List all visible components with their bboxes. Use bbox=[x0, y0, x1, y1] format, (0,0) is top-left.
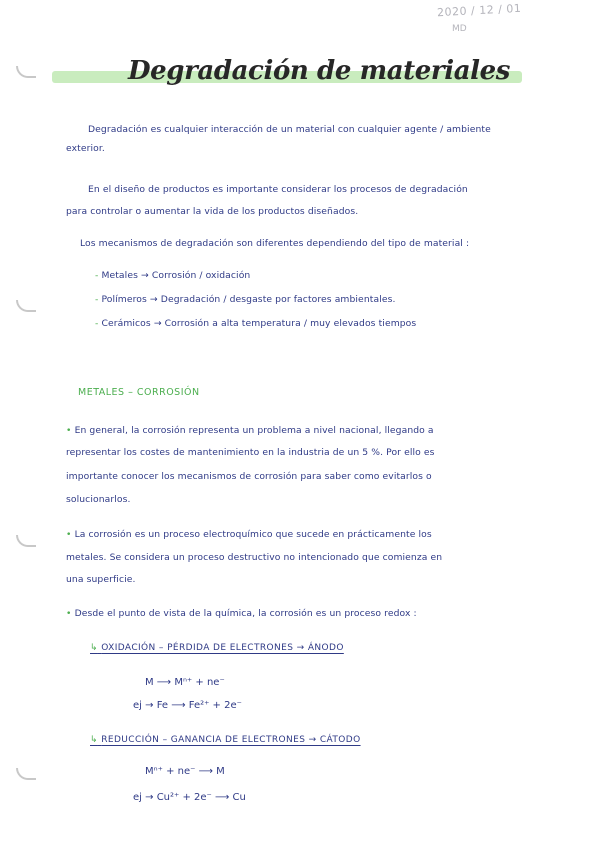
reduction-example: ej → Cu²⁺ + 2e⁻ ⟶ Cu bbox=[133, 792, 246, 803]
bullet-dash: - bbox=[95, 318, 99, 329]
section-heading: METALES – CORROSIÓN bbox=[78, 387, 200, 398]
binder-hole-mark bbox=[16, 66, 36, 78]
bullet-dot-icon: • bbox=[66, 529, 72, 540]
bullet-dot-icon: • bbox=[66, 608, 72, 619]
mechanisms-line: Los mecanismos de degradación son diferentes dependiendo del tipo de material : bbox=[80, 238, 470, 249]
page-title: Degradación de materiales bbox=[128, 56, 511, 86]
para-a-line-3: importante conocer los mecanismos de corrosión para saber como evitarlos o bbox=[66, 471, 432, 482]
binder-hole-mark bbox=[16, 535, 36, 547]
bullet-dash: - bbox=[95, 294, 99, 305]
oxidation-example: ej → Fe ⟶ Fe²⁺ + 2e⁻ bbox=[133, 700, 242, 711]
para-a-line-2: representar los costes de mantenimiento en la industria de un 5 %. Por ello es bbox=[66, 447, 435, 458]
oxidation-heading: ↳ OXIDACIÓN – PÉRDIDA DE ELECTRONES → ÁNODO bbox=[90, 643, 344, 653]
para-b-line-1: • La corrosión es un proceso electroquímico que sucede en prácticamente los bbox=[66, 529, 432, 540]
bullet-metales bbox=[95, 270, 250, 281]
design-line-1: En el diseño de productos es importante considerar los procesos de degradación bbox=[88, 184, 468, 195]
para-a-line-4: solucionarlos. bbox=[66, 494, 131, 505]
intro-line-1: Degradación es cualquier interacción de un material con cualquier agente / ambiente bbox=[88, 124, 491, 135]
bullet-polimeros bbox=[95, 294, 395, 305]
para-b-line-2: metales. Se considera un proceso destructivo no intencionado que comienza en bbox=[66, 552, 443, 563]
para-b-line-3: una superficie. bbox=[66, 574, 136, 585]
reduction-heading: ↳ REDUCCIÓN – GANANCIA DE ELECTRONES → CÁTODO bbox=[90, 735, 361, 745]
page-date: 2020 / 12 / 01 bbox=[436, 1, 522, 20]
intro-line-2: exterior. bbox=[66, 143, 105, 154]
example-prefix: ej → bbox=[133, 700, 154, 711]
binder-hole-mark bbox=[16, 768, 36, 780]
binder-hole-mark bbox=[16, 300, 36, 312]
arrow-icon: → bbox=[141, 270, 149, 281]
bullet-text: Corrosión a alta temperatura / muy elevados tiempos bbox=[164, 318, 417, 329]
design-line-2: para controlar o aumentar la vida de los productos diseñados. bbox=[66, 206, 359, 217]
arrow-icon: → bbox=[149, 294, 158, 305]
reduction-equation: Mⁿ⁺ + ne⁻ ⟶ M bbox=[145, 766, 225, 777]
bullet-text: Corrosión / oxidación bbox=[151, 270, 251, 281]
hook-arrow-icon: ↳ bbox=[90, 643, 98, 653]
bullet-text: Degradación / desgaste por factores ambientales. bbox=[160, 294, 396, 305]
bullet-label: Cerámicos bbox=[101, 318, 151, 329]
para-c-line-1: • Desde el punto de vista de la química, la corrosión es un proceso redox : bbox=[66, 608, 417, 619]
bullet-dash: - bbox=[95, 270, 99, 281]
bullet-ceramicos bbox=[95, 318, 416, 329]
example-prefix: ej → bbox=[133, 792, 154, 803]
oxidation-equation: M ⟶ Mⁿ⁺ + ne⁻ bbox=[145, 677, 225, 688]
bullet-label: Polímeros bbox=[101, 294, 147, 305]
bullet-label: Metales bbox=[101, 270, 138, 281]
para-a-line-1: • En general, la corrosión representa un problema a nivel nacional, llegando a bbox=[66, 425, 434, 436]
bullet-dot-icon: • bbox=[66, 425, 72, 436]
arrow-icon: → bbox=[153, 318, 162, 329]
hook-arrow-icon: ↳ bbox=[90, 735, 98, 745]
page-date-initials: MD bbox=[452, 24, 467, 34]
